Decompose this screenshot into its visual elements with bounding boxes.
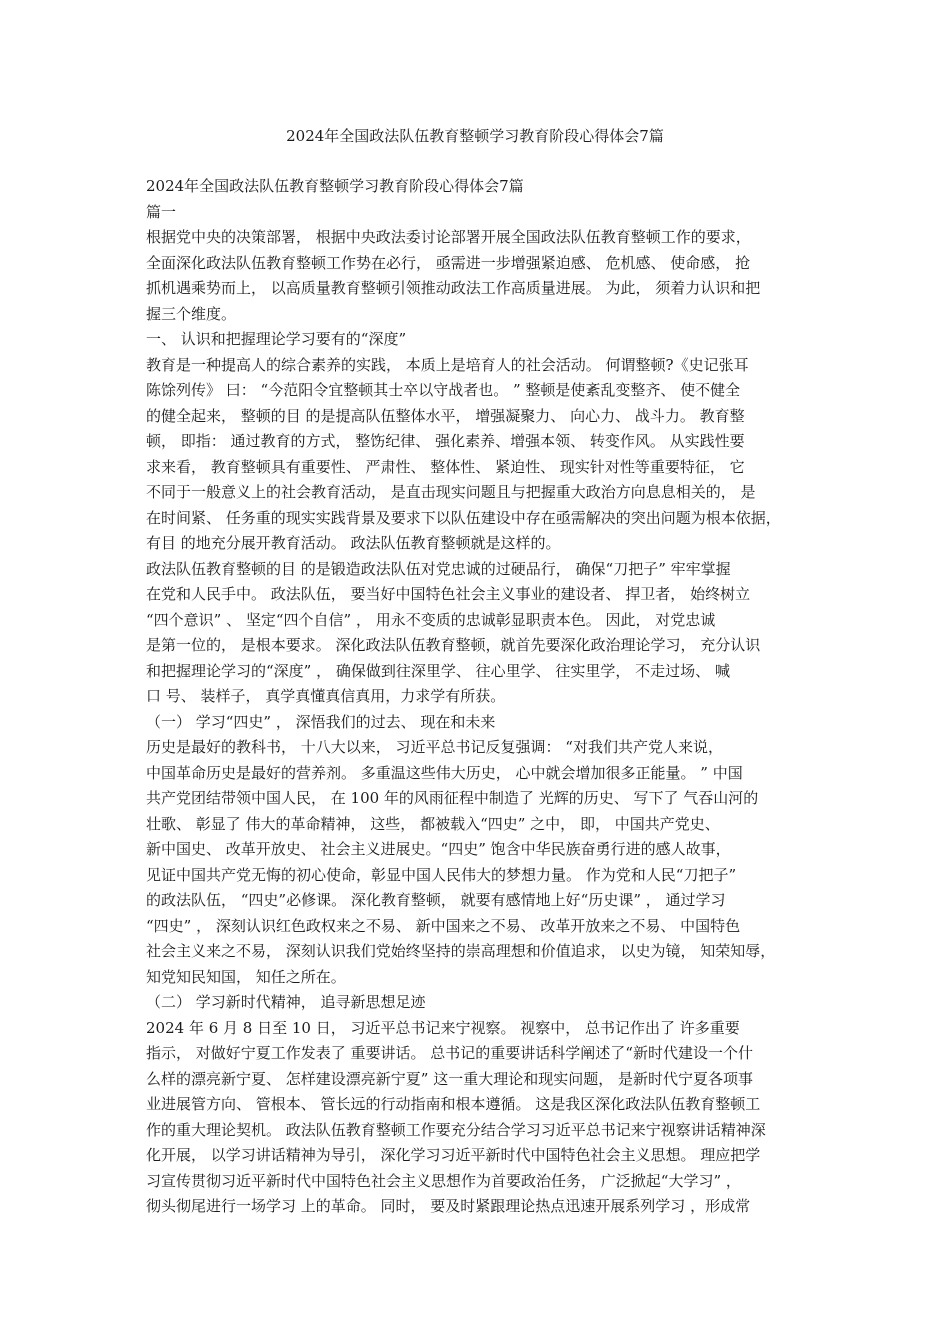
text-line: 知党知民知国， 知任之所在。 (146, 967, 346, 986)
text-line: 新中国史、 改革开放史、 社会主义进展史。“四史” 饱含中华民族奋勇行进的感人故事， (146, 840, 731, 858)
text-line: 作的重大理论契机。 政法队伍教育整顿工作要充分结合学习习近平总书记来宁视察讲话精神深 (146, 1120, 766, 1139)
text-line: 顿， 即指： 通过教育的方式， 整饬纪律、 强化素养、增强本领、 转变作风。 从实践性要 (146, 432, 745, 450)
text-line: 壮歌、 彰显了 伟大的革命精神， 这些， 都被载入“四史” 之中， 即， 中国共产党史、 (146, 814, 720, 833)
text-line: 社会主义来之不易， 深刻认识我们党始终坚持的崇高理想和价值追求， 以史为镜， 知荣知辱， (146, 942, 776, 960)
text-line: 习宣传贯彻习近平新时代中国特色社会主义思想作为首要政治任务， 广泛掀起“大学习” ， (146, 1171, 741, 1190)
text-line: 口 号、 装样子， 真学真懂真信真用，力求学有所获。 (146, 687, 506, 705)
text-line: 握三个维度。 (146, 304, 237, 323)
text-line: 一、 认识和把握理论学习要有的“深度” (146, 330, 407, 348)
text-line: 教育是一种提高人的综合素养的实践， 本质上是培育人的社会活动。 何谓整顿?《史记张耳 (146, 355, 749, 374)
text-line: 求来看， 教育整顿具有重要性、 严肃性、 整体性、 紧迫性、 现实针对性等重要特征， 它 (146, 457, 745, 476)
text-line: 是第一位的， 是根本要求。 深化政法队伍教育整顿，就首先要深化政治理论学习， 充分认识 (146, 636, 761, 654)
text-line: 抓机遇乘势而上， 以高质量教育整顿引领推动政法工作高质量进展。 为此， 须着力认识和把 (146, 279, 761, 297)
text-line: （二） 学习新时代精神， 追寻新思想足迹 (146, 993, 426, 1011)
text-line: （一） 学习“四史” ， 深悟我们的过去、 现在和未来 (146, 712, 496, 731)
text-line: 共产党团结带领中国人民， 在 100 年的风雨征程中制造了 光辉的历史、 写下了 气吞山河的 (146, 789, 759, 807)
text-line: 业进展管方向、 管根本、 管长远的行动指南和根本遵循。 这是我区深化政法队伍教育整顿工 (146, 1095, 761, 1113)
text-line: 的政法队伍， “四史”必修课。 深化教育整顿， 就要有感情地上好“历史课” ， 通过学习 (146, 891, 726, 909)
text-line: “四史” ， 深刻认识红色政权来之不易、 新中国来之不易、 改革开放来之不易、 中国特色 (146, 916, 741, 935)
text-line: 见证中国共产党无悔的初心使命，彰显中国人民伟大的梦想力量。 作为党和人民“刀把子” (146, 865, 737, 884)
text-line: 历史是最好的教科书， 十八大以来， 习近平总书记反复强调： “对我们共产党人来说， (146, 738, 723, 756)
text-line: “四个意识” 、 坚定“四个自信” ， 用永不变质的忠诚彰显职责本色。 因此， 对党忠诚 (146, 610, 716, 629)
text-line: 中国革命历史是最好的营养剂。 多重温这些伟大历史， 心中就会增加很多正能量。 ” 中国 (146, 763, 743, 782)
text-line: 陈馀列传》 曰： “今范阳令宜整顿其士卒以守战者也。 ” 整顿是使紊乱变整齐、 使不健全 (146, 381, 741, 399)
document-body (146, 174, 816, 1220)
document-title: 2024年全国政法队伍教育整顿学习教育阶段心得体会7篇 (286, 127, 664, 145)
text-line: 政法队伍教育整顿的目 的是锻造政法队伍对党忠诚的过硬品行， 确保“刀把子” 牢牢掌握 (146, 559, 731, 578)
text-line: 有目 的地充分展开教育活动。 政法队伍教育整顿就是这样的。 (146, 534, 561, 552)
text-line: 和把握理论学习的“深度” ， 确保做到往深里学、 往心里学、 往实里学， 不走过场、 喊 (146, 661, 730, 680)
text-line: 2024 年 6 月 8 日至 10 日， 习近平总书记来宁视察。 视察中， 总书记作出了 许多重要 (146, 1018, 740, 1037)
text-line: 彻头彻尾进行一场学习 上的革命。 同时， 要及时紧跟理论热点迅速开展系列学习 ，形成常 (146, 1197, 751, 1215)
text-line: 篇一 (146, 202, 177, 221)
text-line: 在时间紧、 任务重的现实实践背景及要求下以队伍建设中存在亟需解决的突出问题为根本依据， (146, 508, 781, 527)
text-line: 化开展， 以学习讲话精神为导引， 深化学习习近平新时代中国特色社会主义思想。 理应把学 (146, 1146, 761, 1164)
text-line: 指示， 对做好宁夏工作发表了 重要讲话。 总书记的重要讲话科学阐述了“新时代建设一个什 (146, 1044, 753, 1062)
text-line: 不同于一般意义上的社会教育活动， 是直击现实问题且与把握重大政治方向息息相关的， 是 (146, 483, 756, 501)
text-line: 全面深化政法队伍教育整顿工作势在必行， 亟需进一步增强紧迫感、 危机感、 使命感， 抢 (146, 253, 751, 272)
text-line: 的健全起来， 整顿的目 的是提高队伍整体水平， 增强凝聚力、 向心力、 战斗力。 教育整 (146, 406, 745, 425)
text-line: 2024年全国政法队伍教育整顿学习教育阶段心得体会7篇 (146, 177, 524, 195)
text-line: 么样的漂亮新宁夏、 怎样建设漂亮新宁夏” 这一重大理论和现实问题， 是新时代宁夏各项事 (146, 1069, 753, 1088)
text-line: 根据党中央的决策部署， 根据中央政法委讨论部署开展全国政法队伍教育整顿工作的要求， (146, 228, 751, 246)
text-line: 在党和人民手中。 政法队伍， 要当好中国特色社会主义事业的建设者、 捍卫者， 始终树立 (146, 585, 751, 603)
